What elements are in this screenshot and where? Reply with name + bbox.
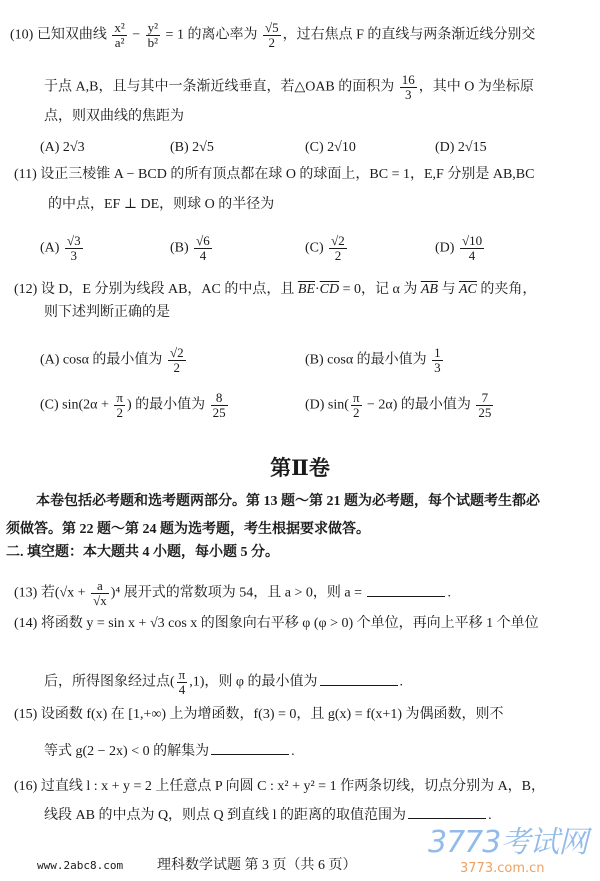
text: − 2α) 的最小值为	[363, 397, 475, 413]
denominator: √x	[93, 593, 107, 608]
option	[305, 346, 445, 375]
fraction	[91, 579, 109, 608]
intro-line1	[36, 493, 540, 511]
vector: $\overline{AC}$	[458, 282, 477, 297]
option	[305, 234, 349, 263]
q10-line3	[44, 108, 184, 126]
answer-blank	[408, 806, 486, 819]
numerator: √6	[196, 233, 210, 248]
q14-line1	[14, 615, 539, 633]
q11-line1	[14, 166, 534, 184]
text: 与	[437, 282, 459, 297]
text: .	[447, 585, 451, 601]
denominator: a²	[114, 35, 125, 50]
q12-line2	[44, 304, 170, 322]
answer-blank	[367, 584, 445, 597]
fraction	[329, 234, 347, 263]
numerator: √10	[461, 233, 483, 248]
vector: $\overline{AB}$	[420, 282, 438, 297]
denominator: 2	[334, 248, 342, 263]
text: (B) 2√5	[170, 140, 214, 155]
numerator: √5	[264, 20, 279, 35]
fraction	[65, 234, 83, 263]
fraction	[114, 391, 125, 420]
fraction	[351, 391, 362, 420]
q11-options	[40, 234, 600, 264]
option	[170, 139, 214, 157]
footer-page-number: 理科数学试题 第 3 页（共 6 页）	[157, 858, 357, 873]
fraction	[168, 346, 186, 375]
part-title: 第Ⅱ卷	[270, 456, 330, 480]
text: = 1 的离心率为	[162, 27, 261, 43]
text: 二. 填空题：本大题共 4 小题，每小题 5 分。	[6, 545, 279, 560]
fraction	[400, 73, 417, 102]
numerator: π	[116, 390, 123, 405]
denominator: 25	[478, 405, 492, 420]
text: .	[291, 744, 295, 759]
text: (C) 2√10	[305, 140, 356, 155]
option	[305, 139, 356, 157]
text: 于点 A,B，且与其中一条渐近线垂直，若△OAB 的面积为	[44, 79, 398, 95]
text: (B)	[170, 240, 193, 256]
text: (C) sin(2α +	[40, 397, 113, 413]
numerator: 7	[476, 391, 493, 406]
q10-line1	[10, 21, 535, 50]
option	[40, 391, 230, 420]
text: (A)	[40, 240, 63, 256]
fraction	[476, 391, 493, 420]
text: (11) 设正三棱锥 A − BCD 的所有顶点都在球 O 的球面上，BC = 1，E,F 分别是 AB,BC	[14, 167, 535, 182]
fraction	[432, 346, 443, 375]
denominator: 2	[352, 405, 360, 420]
fraction	[263, 21, 281, 50]
option	[40, 346, 188, 375]
numerator: √3	[66, 233, 81, 248]
fraction	[211, 391, 228, 420]
answer-blank	[211, 742, 289, 755]
option	[40, 139, 85, 157]
text: ·	[315, 282, 320, 297]
text: (C)	[305, 240, 328, 256]
option	[435, 139, 487, 157]
footer-url: www.2abc8.com	[37, 859, 124, 872]
text: (12) 设 D，E 分别为线段 AB，AC 的中点，且	[14, 282, 298, 297]
watermark-domain: 3773.com.cn	[460, 861, 545, 876]
denominator: b²	[147, 35, 159, 50]
vector: $\overline{CD}$	[319, 282, 340, 297]
numerator: √2	[169, 345, 184, 360]
text: = 0，记 α 为	[339, 282, 421, 297]
option	[305, 391, 495, 420]
numerator: √2	[331, 233, 345, 248]
fraction	[460, 234, 484, 263]
denominator: 4	[468, 248, 476, 263]
text: 点，则双曲线的焦距为	[44, 109, 184, 124]
text: ，过右焦点 F 的直线与两条渐近线分别交	[282, 27, 536, 43]
q12-options-ab	[40, 346, 600, 376]
q10-line2	[44, 73, 534, 102]
text: (15) 设函数 f(x) 在 [1,+∞) 上为增函数，f(3) = 0，且 g(x) = f(x+1) 为偶函数，则不	[14, 707, 504, 722]
vector: $\overline{BE}$	[297, 282, 315, 297]
text: 的夹角，	[476, 282, 537, 297]
text: 等式 g(2 − 2x) < 0 的解集为	[44, 744, 210, 759]
q16-line2	[44, 806, 492, 825]
text: (10) 已知双曲线	[10, 27, 111, 43]
text: 须做答。第 22 题～第 24 题为选考题，考生根据要求做答。	[6, 522, 370, 537]
text: )⁴ 展开式的常数项为 54，且 a > 0，则 a =	[110, 585, 366, 601]
q14-line2	[44, 668, 403, 697]
q11-line2	[48, 196, 274, 214]
text: .	[488, 808, 492, 823]
denominator: 25	[212, 405, 226, 420]
fraction	[112, 21, 126, 50]
text: (A) 2√3	[40, 140, 85, 155]
text: 线段 AB 的中点为 Q，则点 Q 到直线 l 的距离的取值范围为	[44, 808, 407, 823]
option	[170, 234, 214, 263]
text: (16) 过直线 l : x + y = 2 上任意点 P 向圆 C : x² + y² = 1 作两条切线，切点分别为 A，B，	[14, 779, 546, 794]
q12-options-cd	[40, 391, 600, 421]
numerator: x²	[114, 20, 125, 35]
numerator: 8	[211, 391, 228, 406]
fraction	[146, 21, 160, 50]
section-heading	[6, 544, 279, 562]
text: (D) sin(	[305, 397, 349, 413]
text: .	[399, 674, 403, 690]
text: 则下述判断正确的是	[44, 305, 170, 320]
q15-line2	[44, 742, 295, 761]
numerator: y²	[147, 20, 159, 35]
numerator: a	[91, 579, 109, 594]
q10-options	[40, 139, 600, 169]
answer-blank	[320, 673, 398, 686]
q13-line1	[14, 579, 451, 608]
denominator: 3	[434, 360, 441, 375]
q12-line1	[14, 281, 536, 299]
text: (14) 将函数 y = sin x + √3 cos x 的图象向右平移 φ (φ > 0) 个单位，再向上平移 1 个单位	[14, 616, 539, 631]
text: (B) cosα 的最小值为	[305, 352, 431, 368]
numerator: 16	[401, 72, 415, 87]
text: ，其中 O 为坐标原	[418, 79, 534, 95]
denominator: 2	[173, 360, 180, 375]
q16-line1	[14, 778, 545, 796]
denominator: 4	[178, 682, 186, 697]
text: (D)	[435, 240, 458, 256]
denominator: 2	[116, 405, 123, 420]
option	[40, 234, 85, 263]
denominator: 3	[70, 248, 77, 263]
denominator: 3	[405, 87, 412, 102]
fraction	[177, 668, 188, 697]
watermark-logo: 3773考试网	[428, 825, 588, 860]
fraction	[194, 234, 212, 263]
denominator: 2	[268, 35, 276, 50]
text: ,1)，则 φ 的最小值为	[189, 674, 318, 690]
text: ) 的最小值为	[126, 397, 209, 413]
text: (D) 2√15	[435, 140, 487, 155]
text: (A) cosα 的最小值为	[40, 352, 166, 368]
numerator: π	[178, 667, 186, 682]
text: 本卷包括必考题和选考题两部分。第 13 题～第 21 题为必考题，每个试题考生都必	[36, 494, 540, 509]
q15-line1	[14, 706, 504, 724]
numerator: π	[352, 390, 360, 405]
text: (13) 若(√x +	[14, 585, 90, 601]
denominator: 4	[199, 248, 207, 263]
text: −	[128, 27, 144, 43]
intro-line2	[6, 521, 370, 539]
text: 的中点，EF ⊥ DE，则球 O 的半径为	[48, 197, 275, 212]
option	[435, 234, 486, 263]
text: 后，所得图象经过点(	[44, 674, 175, 690]
numerator: 1	[434, 345, 441, 360]
